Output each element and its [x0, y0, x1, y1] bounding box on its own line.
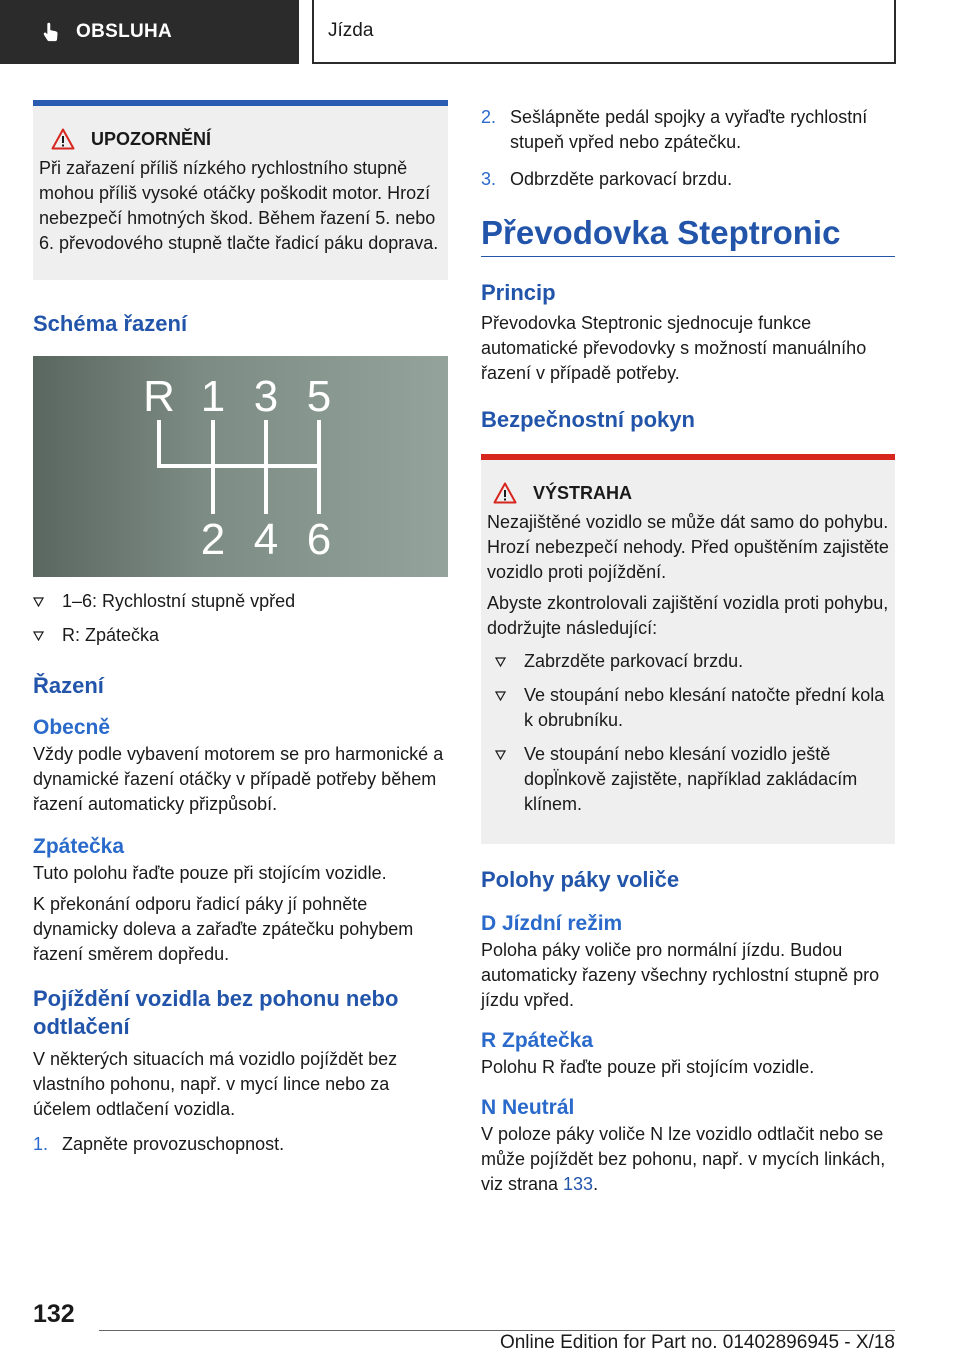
d-heading: D Jízdní režim	[481, 912, 623, 935]
princip-heading: Princip	[481, 280, 556, 305]
page-reference-link[interactable]: 133	[563, 1174, 594, 1194]
zpatecka-heading: Zpátečka	[33, 835, 125, 858]
notice-title	[39, 128, 442, 150]
bezpecnost-heading: Bezpečnostní pokyn	[481, 407, 695, 432]
left-column	[33, 100, 448, 1169]
hand-pointer-icon	[40, 21, 62, 43]
list-item: Zabrzděte parkovací brzdu.	[495, 649, 889, 674]
step-number: 3.	[481, 169, 497, 189]
warning-title	[487, 482, 889, 504]
notice-box	[33, 100, 448, 280]
schema-heading: Schéma řazení	[33, 311, 188, 336]
obecne-heading: Obecně	[33, 716, 111, 739]
gear-label-4: 4	[253, 515, 279, 564]
pojizdeni-heading: Pojíždění vozidla bez pohonu nebo odtlačení	[33, 986, 399, 1039]
zpatecka-text-2: K překonání odporu řadicí páky jí pohněte dynamicky doleva a zařaďte zpátečku pohybem řazení směrem dopředu.	[33, 894, 414, 964]
step-number: 1.	[33, 1134, 49, 1154]
gear-label-1: 1	[200, 372, 226, 421]
chapter-title: Jízda	[328, 20, 374, 41]
page-number: 132	[33, 1300, 75, 1328]
r-text: Polohu R řaďte pouze při stojícím vozidle.	[481, 1057, 815, 1077]
main-heading: Převodovka Steptronic	[481, 214, 841, 251]
bullet-triangle-icon	[33, 631, 44, 641]
gear-label-3: 3	[253, 372, 279, 421]
pojizdeni-text: V některých situacích má vozidlo pojíždět bez vlastního pohonu, např. v mycí lince nebo za účelem odtlačení vozidla.	[33, 1049, 398, 1119]
section-label: OBSLUHA	[76, 21, 173, 42]
warning-triangle-icon	[493, 482, 517, 504]
princip-text: Převodovka Steptronic sjednocuje funkce automatické převodovky s možností manuálního řazení v případě potřeby.	[481, 313, 867, 383]
warning-title-text: VÝSTRAHA	[533, 482, 633, 503]
list-item: Ve stoupání nebo klesání natočte přední kola k obrubníku.	[495, 683, 889, 733]
zpatecka-text-1: Tuto polohu řaďte pouze při stojícím vozidle.	[33, 863, 387, 883]
warning-triangle-icon	[51, 128, 75, 150]
section-tab[interactable]	[0, 0, 299, 64]
razeni-heading: Řazení	[33, 673, 104, 698]
heading-rule	[481, 256, 895, 257]
step-item: 3. Odbrzděte parkovací brzdu.	[481, 167, 895, 192]
step-item: 1. Zapněte provozuschopnost.	[33, 1132, 448, 1157]
notice-text: Při zařazení příliš nízkého rychlostního stupně mohou příliš vysoké otáčky poškodit motor. Hrozí nebezpečí hmotných škod. Během řazení 5. nebo 6. převodového stupně tlačte řadicí páku doprava.	[39, 158, 439, 253]
gear-shift-diagram	[33, 356, 448, 577]
gear-label-6: 6	[306, 515, 332, 564]
list-item: Ve stoupání nebo klesání vozidlo ještě dopl̈nkově zajistěte, například zakládacím klínem.	[495, 742, 889, 817]
gear-label-2: 2	[200, 515, 226, 564]
obecne-text: Vždy podle vybavení motorem se pro harmonické a dynamické řazení otáčky v případě potřeby během řazení automaticky přizpůsobí.	[33, 744, 444, 814]
chapter-header	[312, 0, 896, 64]
bullet-triangle-icon	[495, 657, 506, 667]
gear-label-r: R	[143, 372, 175, 421]
warning-list	[495, 649, 889, 817]
n-text: V poloze páky voliče N lze vozidlo odtlačit nebo se může pojíždět bez pohonu, např. v mycích linkách, viz strana 133.	[481, 1124, 886, 1194]
r-heading: R Zpátečka	[481, 1029, 594, 1052]
footer-edition-note: Online Edition for Part no. 01402896945 - X/18	[499, 1332, 895, 1353]
bullet-triangle-icon	[495, 691, 506, 701]
notice-title-text: UPOZORNĚNÍ	[91, 128, 212, 149]
polohy-heading: Polohy páky voliče	[481, 867, 680, 892]
legend-list	[33, 589, 448, 648]
bullet-triangle-icon	[33, 597, 44, 607]
step-item: 2. Sešlápněte pedál spojky a vyřaďte rychlostní stupeň vpřed nebo zpátečku.	[481, 107, 868, 152]
list-item: R: Zpátečka	[33, 623, 448, 648]
step-number: 2.	[481, 107, 497, 127]
list-item: 1–6: Rychlostní stupně vpřed	[33, 589, 448, 614]
right-column	[481, 100, 895, 1197]
warning-text-1: Nezajištěné vozidlo se může dát samo do pohybu. Hrozí nebezpečí nehody. Před opuštěním zajistěte vozidlo proti pojíždění.	[487, 512, 889, 582]
steps-list-right	[481, 105, 895, 192]
warning-box	[481, 454, 895, 844]
gear-label-5: 5	[306, 372, 332, 421]
warning-text-2: Abyste zkontrolovali zajištění vozidla proti pohybu, dodržujte následující:	[487, 593, 889, 638]
footer-divider	[99, 1330, 895, 1331]
steps-list-left	[33, 1132, 448, 1157]
n-heading: N Neutrál	[481, 1096, 575, 1119]
d-text: Poloha páky voliče pro normální jízdu. Budou automaticky řazeny všechny rychlostní stupně pro jízdu vpřed.	[481, 940, 880, 1010]
bullet-triangle-icon	[495, 750, 506, 760]
